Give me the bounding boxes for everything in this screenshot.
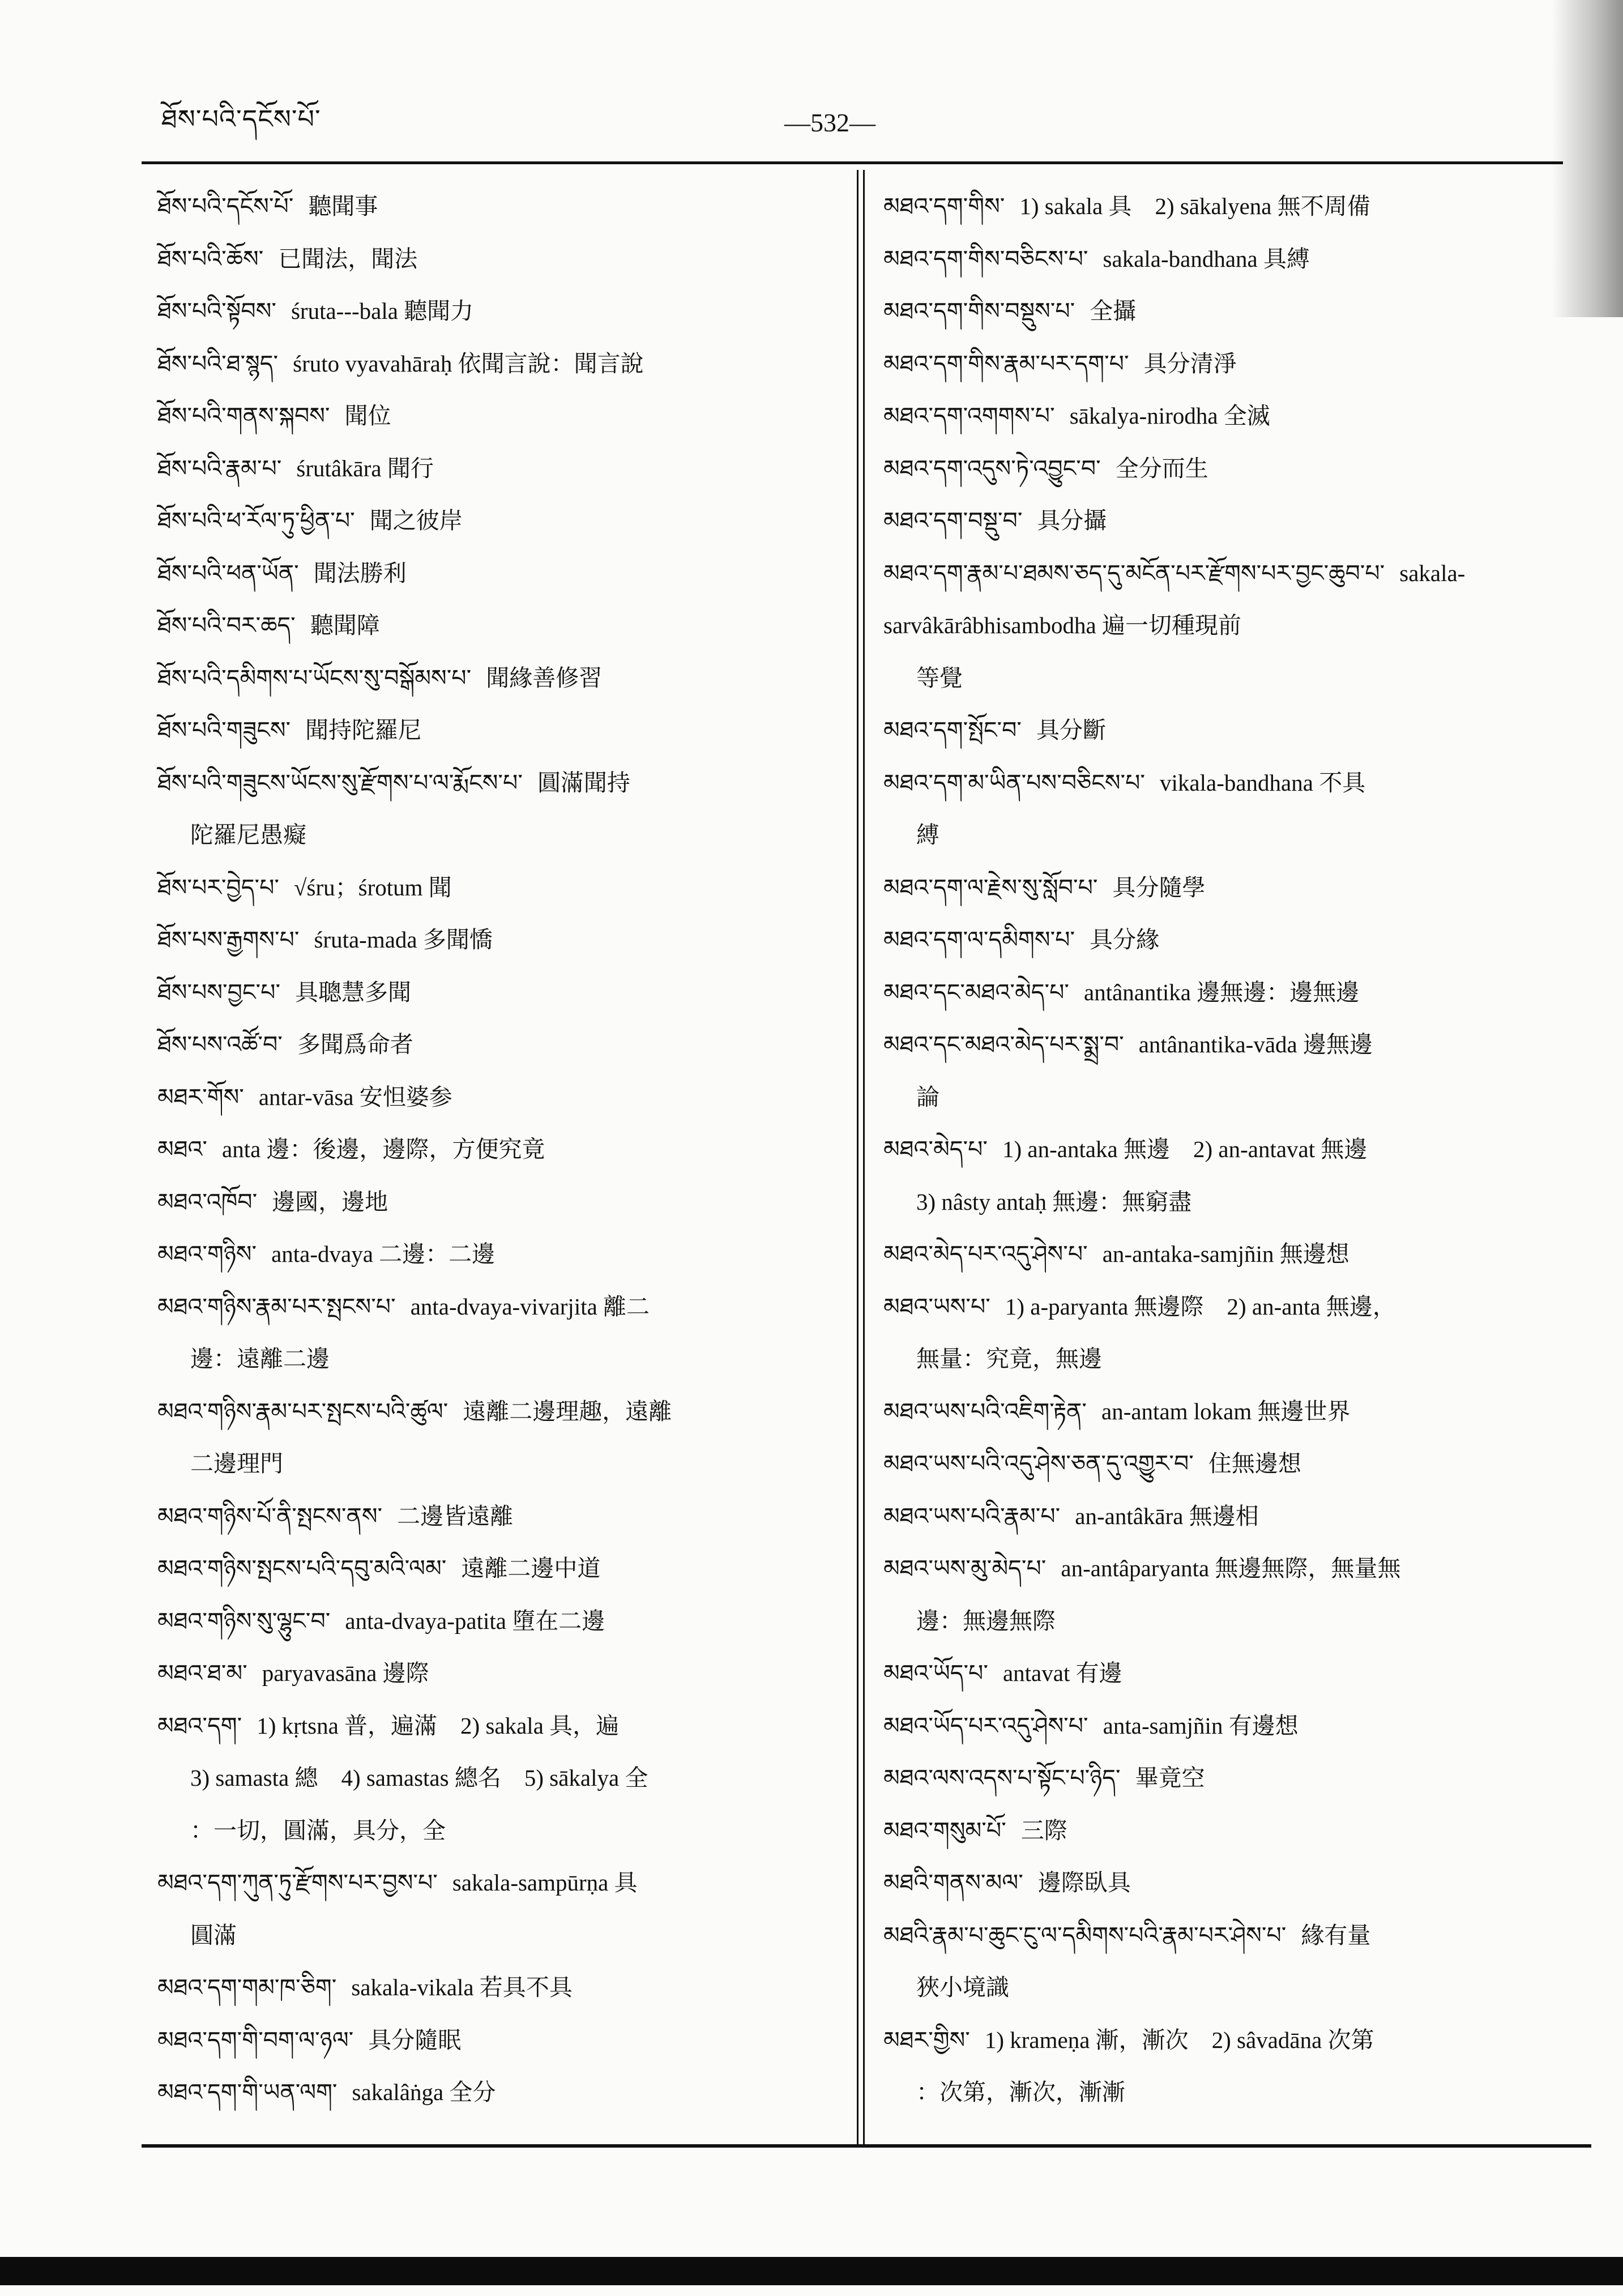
entry-translation: 具分隨學 [1112, 874, 1206, 901]
entry-translation: antavat 有邊 [1002, 1660, 1122, 1686]
entry-headword: མཐའི་གནས་མལ་ [883, 1869, 1023, 1896]
dictionary-entry [883, 914, 1563, 966]
entry-headword: ཐོས་པའི་ཐ་སྙད་ [157, 349, 279, 377]
entry-headword: མཐའ་དང་མཐའ་མེད་པར་སྨྲ་བ་ [883, 1031, 1124, 1058]
dictionary-entry-continuation [157, 1909, 831, 1962]
entry-translation: 全攝 [1090, 298, 1137, 324]
entry-translation: 已聞法，聞法 [278, 245, 418, 272]
entry-translation: 陀羅尼愚癡 [190, 822, 306, 848]
entry-translation: sākalya-nirodha 全滅 [1069, 403, 1270, 429]
entry-headword: མཐའ་དང་མཐའ་མེད་པ་ [883, 978, 1069, 1006]
entry-translation: 3) nâsty antaḥ 無邊：無窮盡 [916, 1188, 1192, 1215]
entry-headword: ཐོས་པས་རྒྱགས་པ་ [157, 926, 300, 953]
dictionary-entry [883, 1018, 1563, 1071]
dictionary-entry-continuation [883, 652, 1563, 705]
entry-translation: sakala-vikala 若具不具 [351, 1974, 573, 2000]
entry-headword: མཐའ་གཉིས་སུ་ལྷུང་བ་ [157, 1607, 331, 1634]
entry-headword: མཐའ་མེད་པ་ [883, 1136, 988, 1163]
entry-translation: 二邊理門 [190, 1450, 283, 1476]
entry-translation: śruta-mada 多聞憍 [314, 927, 493, 953]
page-number: —532— [784, 108, 875, 137]
entry-translation: 聞之彼岸 [369, 507, 463, 534]
dictionary-entry [157, 1490, 831, 1543]
entry-translation: 圓滿聞持 [537, 769, 630, 796]
entry-headword: མཐའ་དག་གིས་ [883, 193, 1005, 220]
dictionary-entry-continuation [157, 1804, 831, 1857]
entry-headword: མཐའ་དག་མ་ཡིན་པས་བཅིངས་པ་ [883, 769, 1146, 796]
dictionary-entry [157, 442, 831, 495]
entry-headword: ཐོས་པས་བྱང་པ་ [157, 978, 281, 1006]
entry-headword: མཐའ་ཡོད་པ་ [883, 1659, 988, 1687]
dictionary-entry [157, 1647, 831, 1700]
entry-translation: ：一切，圓滿，具分，全 [190, 1817, 446, 1843]
dictionary-entry [157, 494, 831, 547]
dictionary-entry [157, 285, 831, 338]
dictionary-entry [157, 1542, 831, 1595]
entry-translation: 具聰慧多聞 [295, 979, 412, 1005]
dictionary-entry [883, 1647, 1563, 1700]
dictionary-entry [883, 233, 1563, 285]
dictionary-entry-continuation [157, 1333, 831, 1385]
entry-headword: མཐའ་དག་གིས་བསྡུས་པ་ [883, 297, 1075, 325]
entry-translation: 狹小境識 [916, 1974, 1009, 2000]
entry-headword: ཐོས་པར་བྱེད་པ་ [157, 873, 280, 901]
entry-translation: 邊：遠離二邊 [190, 1346, 330, 1372]
dictionary-entry [883, 1700, 1563, 1752]
entry-headword: མཐའ་དག་འདུས་ཏེ་འབྱུང་བ་ [883, 454, 1101, 482]
dictionary-entry [883, 338, 1563, 390]
entry-translation: 1) krameṇa 漸，漸次 2) sâvadāna 次第 [984, 2026, 1374, 2053]
entry-translation: anta 邊：後邊，邊際，方便究竟 [222, 1136, 545, 1162]
entry-translation: an-antâparyanta 無邊無際，無量無 [1061, 1555, 1401, 1581]
entry-translation: 遠離二邊理趣，遠離 [463, 1398, 672, 1424]
entry-headword: མཐར་གྱིས་ [883, 2026, 970, 2054]
entry-translation: 1) kṛtsna 普，遍滿 2) sakala 具，遍 [257, 1712, 620, 1739]
entry-headword: ཐོས་པའི་ཕ་རོལ་ཏུ་ཕྱིན་པ་ [157, 507, 355, 534]
entry-headword: མཐའ་དག་ལ་དམིགས་པ་ [883, 926, 1075, 953]
entry-headword: མཐའ་གཉིས་རྣམ་པར་སྤངས་པའི་ཚུལ་ [157, 1397, 449, 1425]
dictionary-entry-continuation [883, 809, 1563, 861]
entry-headword: མཐའི་རྣམ་པ་ཆུང་ངུ་ལ་དམིགས་པའི་རྣམ་པར་ཤེས་པ་ [883, 1921, 1287, 1949]
entry-headword: ཐོས་པའི་བར་ཆད་ [157, 612, 296, 639]
entry-headword: མཐའ་ཐ་མ་ [157, 1659, 247, 1687]
entry-translation: paryavasāna 邊際 [262, 1660, 429, 1686]
entry-headword: མཐའ་དག་ཀུན་ཏུ་རྫོགས་པར་བྱས་པ་ [157, 1869, 438, 1896]
entry-headword: མཐའ་ཡོད་པར་འདུ་ཤེས་པ་ [883, 1712, 1088, 1739]
entry-headword: ཐོས་པའི་སྟོབས་ [157, 297, 276, 325]
entry-translation: 等覺 [916, 664, 963, 691]
dictionary-entry [157, 233, 831, 285]
entry-headword: ཐོས་པའི་གཟུངས་ཡོངས་སུ་རྫོགས་པ་ལ་རྨོངས་པ་ [157, 769, 523, 796]
dictionary-entry [157, 599, 831, 652]
entry-translation: 三際 [1020, 1817, 1067, 1843]
entry-translation: 多聞爲命者 [297, 1031, 413, 1057]
dictionary-entry [883, 1385, 1563, 1438]
dictionary-entry [883, 1909, 1563, 1962]
dictionary-entry-continuation [157, 1752, 831, 1804]
entry-translation: 圓滿 [190, 1922, 237, 1948]
dictionary-entry [883, 180, 1563, 233]
dictionary-entry-continuation [157, 1437, 831, 1490]
dictionary-entry [157, 1595, 831, 1648]
dictionary-entry-continuation [883, 1595, 1563, 1648]
entry-headword: མཐའ་ཡས་པའི་རྣམ་པ་ [883, 1502, 1061, 1530]
entry-translation: antânantika 邊無邊：邊無邊 [1084, 979, 1360, 1005]
entry-translation: 縛 [916, 822, 939, 848]
entry-translation: 聞位 [344, 403, 391, 429]
entry-headword: ཐོས་པའི་ཆོས་ [157, 245, 264, 272]
dictionary-entry [157, 914, 831, 966]
dictionary-entry-continuation [157, 809, 831, 861]
dictionary-entry [883, 285, 1563, 338]
entry-headword: མཐའ་གཉིས་པོ་ནི་སྤངས་ནས་ [157, 1502, 383, 1530]
entry-translation: 聞法勝利 [313, 560, 407, 586]
entry-headword: ཐོས་པའི་གཟུངས་ [157, 716, 291, 744]
dictionary-entry [883, 547, 1563, 652]
dictionary-entry [883, 704, 1563, 757]
right-column [883, 180, 1563, 2119]
dictionary-entry [157, 338, 831, 390]
entry-translation: 邊：無邊無際 [916, 1607, 1056, 1634]
entry-translation: antânantika-vāda 邊無邊 [1138, 1031, 1373, 1057]
dictionary-entry-continuation [883, 1333, 1563, 1385]
entry-headword: མཐའ་དག་སྤོང་བ་ [883, 716, 1022, 744]
entry-translation: √śru；śrotum 聞 [294, 874, 452, 901]
entry-translation: 1) an-antaka 無邊 2) an-antavat 無邊 [1002, 1136, 1368, 1162]
entry-headword: མཐའ་ཡས་པ་ [883, 1292, 990, 1320]
entry-translation: śrutâkāra 聞行 [296, 455, 434, 481]
entry-translation: vikala-bandhana 不具 [1160, 769, 1366, 796]
dictionary-entry [157, 1176, 831, 1228]
footer-rule [142, 2144, 1591, 2148]
entry-translation: sakala-sarvâkārâbhisambodha 遍一切種現前 [883, 560, 1466, 638]
entry-translation: 緣有量 [1301, 1922, 1371, 1948]
dictionary-entry [883, 1857, 1563, 1909]
entry-translation: 聞持陀羅尼 [305, 717, 422, 743]
dictionary-entry [157, 1700, 831, 1752]
entry-translation: an-antâkāra 無邊相 [1075, 1503, 1259, 1529]
dictionary-entry [883, 390, 1563, 442]
dictionary-entry [157, 1018, 831, 1071]
entry-translation: anta-dvaya-patita 墮在二邊 [345, 1607, 605, 1634]
entry-headword: མཐའ་ཡས་མུ་མེད་པ་ [883, 1555, 1047, 1582]
entry-headword: མཐར་གོས་ [157, 1083, 244, 1111]
entry-headword: མཐའ་དག་ལ་རྗེས་སུ་སློབ་པ་ [883, 873, 1098, 901]
left-column [157, 180, 831, 2119]
entry-translation: 聞緣善修習 [486, 664, 603, 691]
dictionary-entry [157, 652, 831, 705]
dictionary-entry [157, 1857, 831, 1909]
dictionary-entry [883, 757, 1563, 809]
entry-translation: 遠離二邊中道 [461, 1555, 601, 1581]
entry-headword: མཐའ་དག་གིས་རྣམ་པར་དག་པ་ [883, 349, 1129, 377]
entry-translation: 具分攝 [1037, 507, 1107, 534]
entry-translation: 無量：究竟，無邊 [916, 1346, 1102, 1372]
entry-translation: anta-dvaya 二邊：二邊 [271, 1241, 496, 1267]
entry-translation: 聽聞事 [308, 193, 378, 219]
entry-headword: ཐོས་པའི་ཕན་ཡོན་ [157, 559, 299, 587]
entry-translation: an-antam lokam 無邊世界 [1101, 1398, 1351, 1424]
dictionary-entry [157, 1071, 831, 1124]
entry-headword: ཐོས་པའི་གནས་སྐབས་ [157, 402, 330, 429]
dictionary-entry-continuation [883, 2066, 1563, 2119]
dictionary-entry [883, 1228, 1563, 1281]
entry-headword: མཐའ་མེད་པར་འདུ་ཤེས་པ་ [883, 1240, 1088, 1268]
entry-headword: མཐའ་གསུམ་པོ་ [883, 1816, 1006, 1844]
entry-translation: 全分而生 [1115, 455, 1208, 481]
entry-headword: མཐའ་ཡས་པའི་འདུ་ཤེས་ཅན་དུ་འགྱུར་བ་ [883, 1450, 1194, 1477]
running-head: ཐོས་པའི་དངོས་པོ་ [161, 104, 321, 134]
entry-translation: 1) a-paryanta 無邊際 2) an-anta 無邊， [1005, 1293, 1396, 1320]
entry-headword: མཐའ་གཉིས་སྤངས་པའི་དབུ་མའི་ལམ་ [157, 1555, 447, 1582]
entry-translation: sakala-sampūrṇa 具 [452, 1870, 638, 1896]
dictionary-entry [157, 1123, 831, 1176]
entry-headword: མཐའ་དག་རྣམ་པ་ཐམས་ཅད་དུ་མངོན་པར་རྫོགས་པར་བྱང་ཆུབ་པ་ [883, 559, 1385, 587]
entry-headword: མཐའ་ཡས་པའི་འཇིག་རྟེན་ [883, 1397, 1087, 1425]
entry-headword: མཐའ་ [157, 1136, 207, 1163]
entry-translation: 具分斷 [1036, 717, 1107, 743]
dictionary-entry [883, 2014, 1563, 2067]
entry-headword: མཐའ་གཉིས་ [157, 1240, 257, 1268]
dictionary-entry [883, 1281, 1563, 1333]
entry-translation: 3) samasta 總 4) samastas 總名 5) sākalya 全 [190, 1765, 648, 1791]
dictionary-entry-continuation [883, 1071, 1563, 1124]
entry-headword: མཐའ་ལས་འདས་པ་སྟོང་པ་ཉིད་ [883, 1764, 1121, 1791]
entry-translation: 具分緣 [1090, 927, 1160, 953]
dictionary-entry [157, 2014, 831, 2067]
dictionary-entry [883, 1804, 1563, 1857]
entry-translation: 聽聞障 [310, 612, 380, 638]
entry-translation: sakalâṅga 全分 [352, 2079, 496, 2105]
entry-translation: anta-dvaya-vivarjita 離二 [410, 1293, 650, 1320]
scan-bottom-edge [0, 2257, 1623, 2285]
dictionary-entry-continuation [883, 1961, 1563, 2014]
dictionary-entry [157, 180, 831, 233]
entry-translation: antar-vāsa 安怛婆参 [258, 1083, 452, 1110]
entry-headword: མཐའ་དག་འགགས་པ་ [883, 402, 1055, 429]
entry-translation: 邊國，邊地 [272, 1188, 388, 1215]
dictionary-entry [157, 547, 831, 600]
entry-headword: མཐའ་འཁོབ་ [157, 1188, 258, 1215]
entry-translation: 住無邊想 [1208, 1450, 1301, 1476]
entry-headword: ཐོས་པས་འཚོ་བ་ [157, 1031, 283, 1058]
header-rule [142, 161, 1563, 164]
dictionary-entry [157, 1385, 831, 1438]
dictionary-entry [883, 1123, 1563, 1176]
entry-headword: མཐའ་དག་བསྡུ་བ་ [883, 507, 1023, 534]
dictionary-entry [157, 1281, 831, 1333]
dictionary-entry [883, 494, 1563, 547]
entry-translation: śruto vyavahāraḥ 依聞言說：聞言說 [293, 350, 644, 377]
entry-translation: 二邊皆遠離 [397, 1503, 514, 1529]
entry-headword: མཐའ་དག་གི་ཡན་ལག་ [157, 2079, 338, 2106]
dictionary-entry [157, 966, 831, 1019]
entry-translation: ：次第，漸次，漸漸 [916, 2079, 1125, 2105]
entry-headword: མཐའ་དག་གི་བག་ལ་ཉལ་ [157, 2026, 354, 2054]
dictionary-entry [883, 442, 1563, 495]
entry-headword: ཐོས་པའི་རྣམ་པ་ [157, 454, 282, 482]
dictionary-entry [157, 757, 831, 809]
entry-translation: 具分隨眠 [368, 2026, 462, 2053]
column-divider [857, 170, 859, 2144]
entry-headword: ཐོས་པའི་དངོས་པོ་ [157, 193, 294, 220]
entry-translation: 具分清淨 [1143, 350, 1237, 377]
dictionary-entry [883, 1437, 1563, 1490]
dictionary-entry [157, 390, 831, 442]
entry-translation: 論 [916, 1083, 939, 1110]
dictionary-entry [157, 1228, 831, 1281]
dictionary-entry [883, 966, 1563, 1019]
dictionary-entry [883, 1752, 1563, 1804]
dictionary-entry [883, 861, 1563, 914]
entry-translation: an-antaka-samjñin 無邊想 [1102, 1241, 1349, 1267]
entry-translation: sakala-bandhana 具縛 [1103, 245, 1310, 272]
entry-translation: śruta---bala 聽聞力 [291, 298, 474, 324]
dictionary-entry [157, 2066, 831, 2119]
dictionary-entry [157, 861, 831, 914]
entry-headword: ཐོས་པའི་དམིགས་པ་ཡོངས་སུ་བསྒོམས་པ་ [157, 664, 472, 692]
dictionary-entry [157, 1961, 831, 2014]
entry-translation: 畢竟空 [1135, 1765, 1205, 1791]
dictionary-entry [157, 704, 831, 757]
entry-translation: 邊際臥具 [1037, 1870, 1131, 1896]
entry-translation: anta-samjñin 有邊想 [1103, 1712, 1299, 1739]
column-divider [863, 170, 865, 2144]
dictionary-entry [883, 1542, 1563, 1595]
dictionary-entry-continuation [883, 1176, 1563, 1228]
entry-translation: 1) sakala 具 2) sākalyena 無不周備 [1019, 193, 1370, 219]
dictionary-entry [883, 1490, 1563, 1543]
entry-headword: མཐའ་དག་གམ་ཁ་ཅིག་ [157, 1974, 337, 2001]
entry-headword: མཐའ་དག་ [157, 1712, 242, 1739]
entry-headword: མཐའ་གཉིས་རྣམ་པར་སྤངས་པ་ [157, 1292, 396, 1320]
entry-headword: མཐའ་དག་གིས་བཅིངས་པ་ [883, 245, 1088, 272]
